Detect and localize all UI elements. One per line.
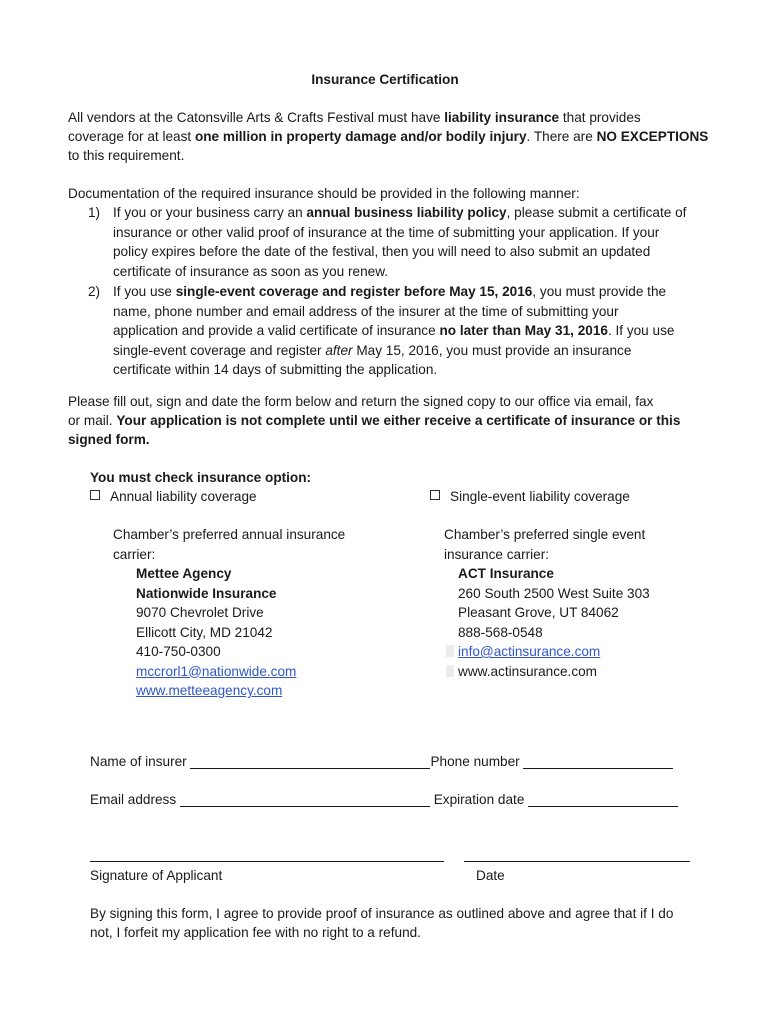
annual-carrier-block xyxy=(113,525,345,701)
annual-city: Ellicott City, MD 21042 xyxy=(136,624,273,640)
annual-website-link[interactable]: www.metteeagency.com xyxy=(136,683,283,698)
documentation-lead: Documentation of the required insurance should be provided in the following manner: xyxy=(68,186,580,201)
single-event-option-label: Single-event liability coverage xyxy=(450,489,630,504)
signature-label: Signature of Applicant xyxy=(90,868,223,883)
intro-line-2: coverage for at least one million in property damage and/or bodily injury. There are NO EXCEPTIONS xyxy=(68,129,709,144)
annual-street: 9070 Chevrolet Drive xyxy=(136,605,264,620)
single-website: www.actinsurance.com xyxy=(458,663,598,679)
instructions-line-2: or mail. Your application is not complete until we either receive a certificate of insurance or this xyxy=(68,413,681,428)
email-row xyxy=(90,790,678,810)
email-field[interactable] xyxy=(180,792,430,807)
annual-checkbox[interactable] xyxy=(90,490,100,500)
insurer-label: Name of insurer xyxy=(90,754,187,769)
single-carrier-heading-1: Chamber’s preferred single event xyxy=(444,527,646,542)
annual-option[interactable] xyxy=(90,487,257,507)
email-label: Email address xyxy=(90,792,177,807)
expiration-label: Expiration date xyxy=(433,792,525,807)
agreement-line-2: not, I forfeit my application fee with no right to a refund. xyxy=(90,925,421,940)
expiration-field[interactable] xyxy=(528,792,678,807)
intro-line-1: All vendors at the Catonsville Arts & Crafts Festival must have liability insurance that provides xyxy=(68,110,641,125)
date-field[interactable] xyxy=(464,861,690,862)
single-city: Pleasant Grove, UT 84062 xyxy=(458,605,619,620)
list-item-1-number: 1) xyxy=(88,205,101,220)
date-label: Date xyxy=(476,868,505,883)
single-street: 260 South 2500 West Suite 303 xyxy=(458,585,650,601)
annual-phone: 410-750-0300 xyxy=(136,644,221,659)
list-item-2-text: If you use single-event coverage and register before May 15, 2016, you must provide the name, phone number and email address of the insurer at the time of submitting your application and provide a valid certificate of insurance no later than May 31, 2016. If you use single-event coverage and register after May 15, 2016, you must provide an insurance certificate within 14 days of submitting the application. xyxy=(113,284,675,377)
annual-email-link[interactable]: mccrorl1@nationwide.com xyxy=(136,663,297,679)
signature-field[interactable] xyxy=(90,861,444,862)
phone-field[interactable] xyxy=(523,754,673,769)
phone-label: Phone number xyxy=(430,754,520,769)
intro-line-3: to this requirement. xyxy=(68,148,185,163)
single-company: ACT Insurance xyxy=(458,566,554,581)
page-title: Insurance Certification xyxy=(311,72,459,87)
annual-option-label: Annual liability coverage xyxy=(110,489,257,504)
bullet-glyph-icon xyxy=(446,665,454,677)
bullet-glyph-icon xyxy=(446,645,454,657)
annual-carrier-heading-1: Chamber’s preferred annual insurance xyxy=(113,527,346,542)
single-event-checkbox[interactable] xyxy=(430,490,440,500)
insurer-row xyxy=(90,752,673,772)
options-heading: You must check insurance option: xyxy=(90,470,312,485)
annual-agency: Mettee Agency xyxy=(136,566,232,581)
single-carrier-heading-2: insurance carrier: xyxy=(444,546,550,562)
agreement-line-1: By signing this form, I agree to provide proof of insurance as outlined above and agree that if I do xyxy=(90,906,674,921)
single-event-option[interactable] xyxy=(430,487,630,507)
annual-carrier-heading-2: carrier: xyxy=(113,546,156,562)
instructions-line-3: signed form. xyxy=(68,432,150,447)
single-phone: 888-568-0548 xyxy=(458,624,543,640)
single-email-link[interactable]: info@actinsurance.com xyxy=(458,644,601,659)
list-item-1-text: If you or your business carry an annual business liability policy, please submit a certificate of insurance or other valid proof of insurance at the time of submitting your application. If your policy expires before the date of the festival, then you will need to also submit an updated certificate of insurance as soon as you renew. xyxy=(113,205,687,279)
insurer-field[interactable] xyxy=(190,754,430,769)
single-carrier-block xyxy=(444,525,650,681)
list-item-2-number: 2) xyxy=(88,284,101,299)
annual-company: Nationwide Insurance xyxy=(136,585,277,601)
instructions-line-1: Please fill out, sign and date the form below and return the signed copy to our office via email, fax xyxy=(68,394,654,409)
